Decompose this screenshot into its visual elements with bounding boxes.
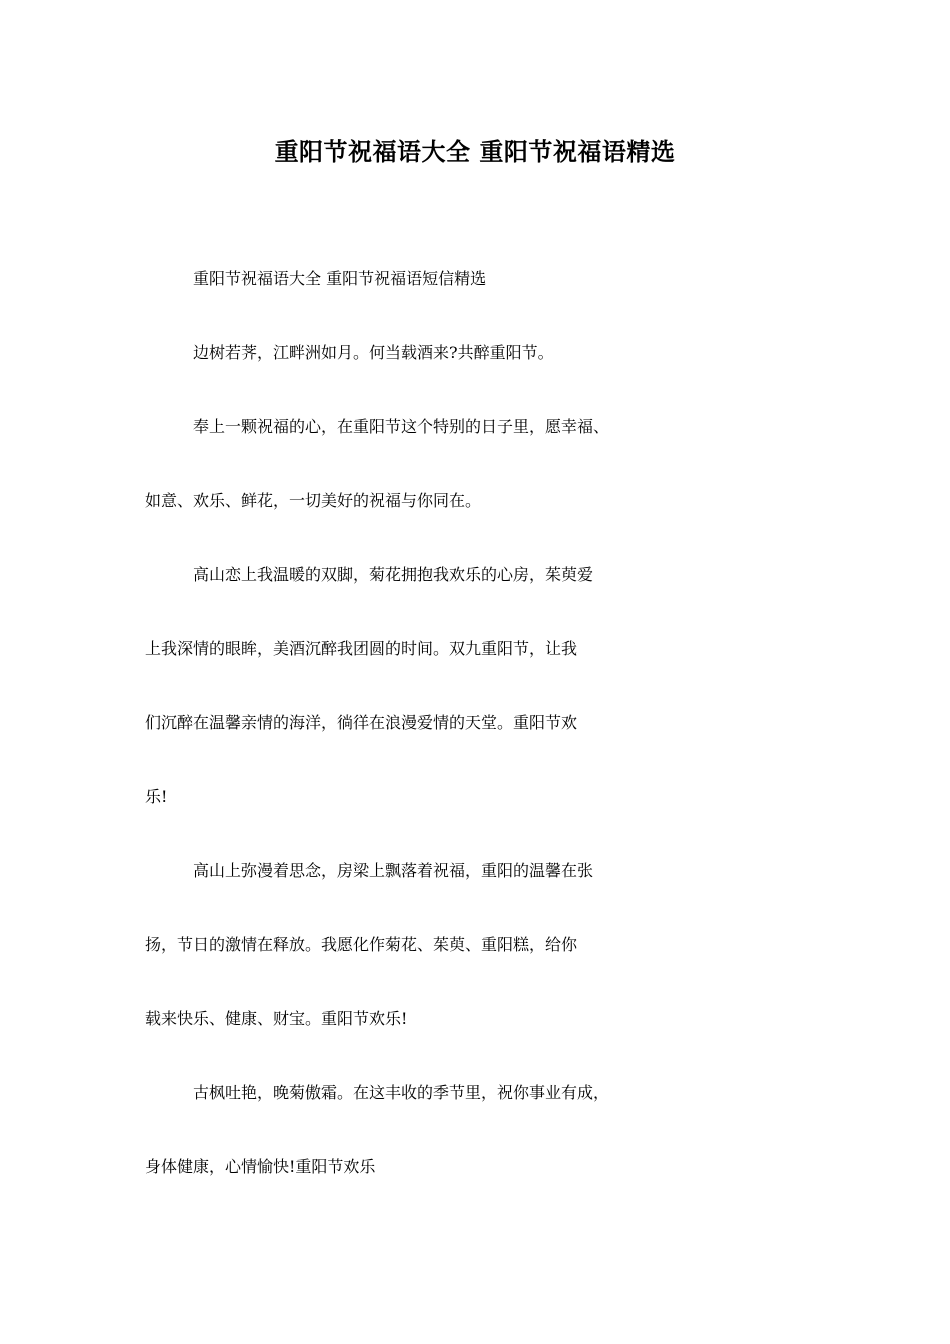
document-body [145,254,835,1216]
document-title: 重阳节祝福语大全 重阳节祝福语精选 [274,137,676,166]
paragraph-line: 奉上一颗祝福的心，在重阳节这个特别的日子里，愿幸福、 [193,417,610,436]
paragraph [145,1068,835,1216]
paragraph-line: 扬，节日的激情在释放。我愿化作菊花、茱萸、重阳糕，给你 [145,935,578,954]
paragraph [145,402,835,550]
paragraph-line: 重阳节祝福语大全 重阳节祝福语短信精选 [193,269,487,288]
paragraph-line: 们沉醉在温馨亲情的海洋，徜徉在浪漫爱情的天堂。重阳节欢 [145,713,578,732]
paragraph-line: 身体健康，心情愉快!重阳节欢乐 [145,1157,376,1176]
paragraph-line: 高山恋上我温暖的双脚，菊花拥抱我欢乐的心房，茱萸爱 [193,565,594,584]
paragraph-line: 如意、欢乐、鲜花，一切美好的祝福与你同在。 [145,491,482,510]
paragraph [145,328,835,402]
paragraph-line: 上我深情的眼眸，美酒沉醉我团圆的时间。双九重阳节，让我 [145,639,578,658]
paragraph-line: 边树若荠，江畔洲如月。何当载酒来?共醉重阳节。 [193,343,554,362]
paragraph-line: 古枫吐艳，晚菊傲霜。在这丰收的季节里，祝你事业有成， [193,1083,610,1102]
paragraph [145,550,835,846]
paragraph-line: 乐! [145,787,168,806]
paragraph [145,846,835,1068]
paragraph-line: 高山上弥漫着思念，房梁上飘落着祝福，重阳的温馨在张 [193,861,594,880]
paragraph-line: 载来快乐、健康、财宝。重阳节欢乐! [145,1009,408,1028]
paragraph [145,254,835,328]
